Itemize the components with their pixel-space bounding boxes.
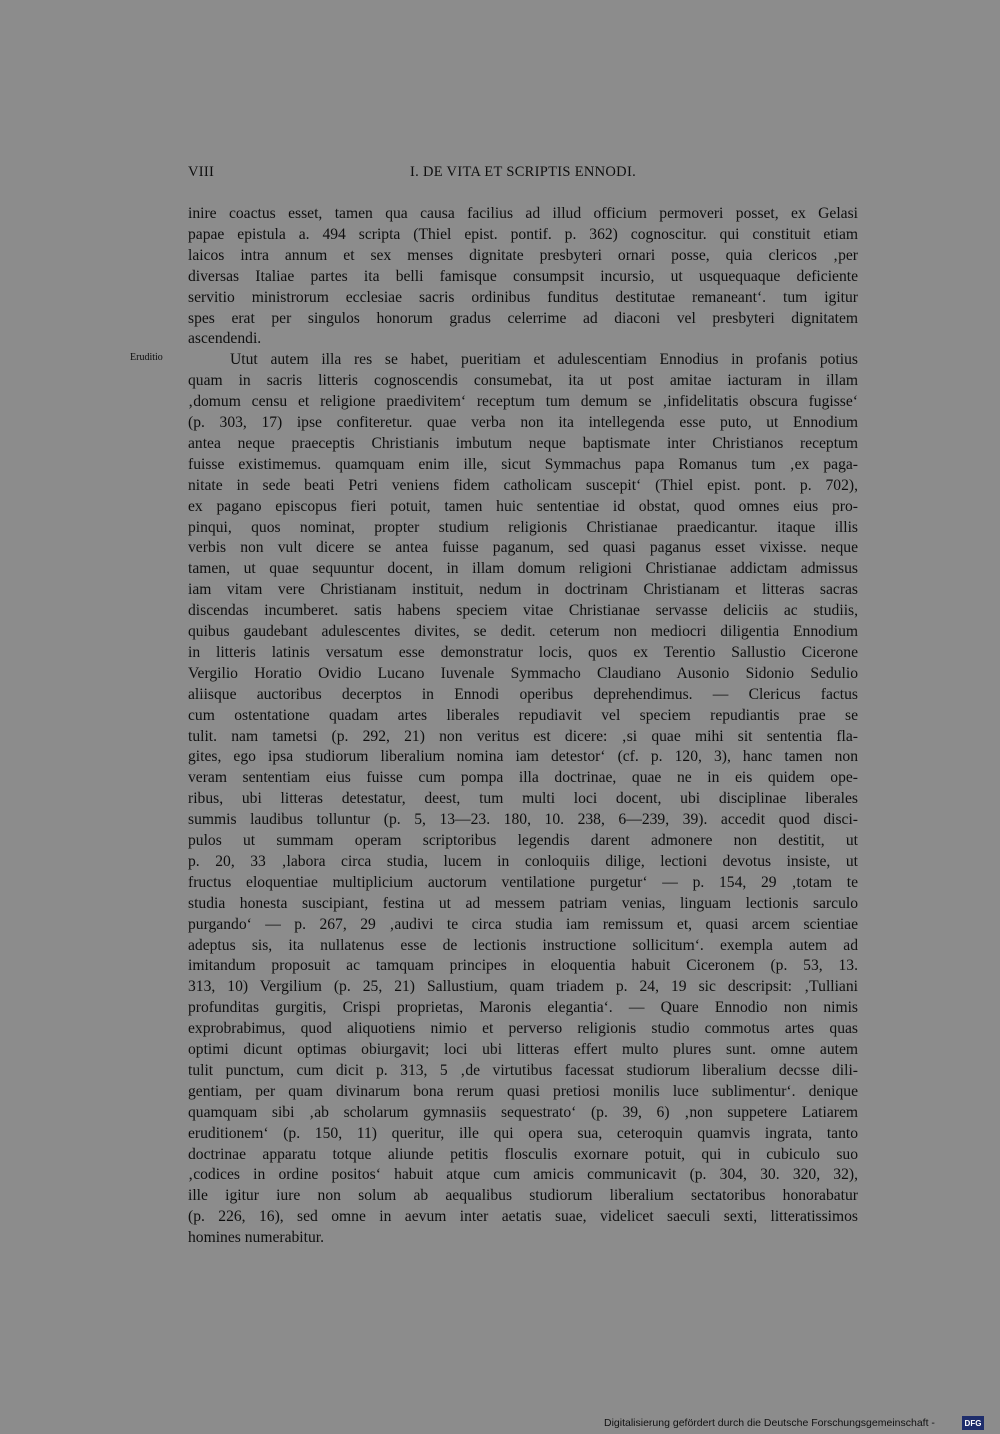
text-line: antea neque praeceptis Christianis imbutum neque baptismate inter Christianos receptum: [188, 434, 858, 452]
text-line: laicos intra annum et sex menses dignitate presbyteri ornari posse, quia clericos ‚per: [188, 246, 858, 264]
page-header: [188, 164, 858, 188]
text-line: inire coactus esset, tamen qua causa facilius ad illud officium permoveri posset, ex Gelasi: [188, 205, 858, 222]
text-line: verbis non vult dicere se antea fuisse paganum, sed quasi paganus esset vixisse. neque: [188, 539, 858, 557]
text-line: tulit punctum, cum dicit p. 313, 5 ‚de virtutibus facessat studiorum liberalium decsse dili-: [188, 1061, 858, 1079]
text-line: aliisque auctoribus decerptos in Ennodi operibus deprehendimus. — Clericus factus: [188, 685, 858, 703]
text-line: quam in sacris litteris cognoscendis consumebat, ita ut post amitae iacturam in illam: [188, 372, 858, 390]
text-line: fuisse existimemus. quamquam enim ille, sicut Symmachus papa Romanus tum ‚ex paga-: [188, 455, 858, 473]
text-line: Utut autem illa res se habet, pueritiam et adulescentiam Ennodius in profanis potius: [230, 351, 858, 369]
text-line: studia honesta suscipiant, festina ut ad messem patriam venias, linguam lectionis sarculo: [188, 894, 858, 912]
text-line: Vergilio Horatio Ovidio Lucano Iuvenale Symmacho Claudiano Ausonio Sidonio Sedulio: [188, 664, 858, 682]
text-line: profunditas gurgitis, Crispi proprietas, Maronis elegantia‘. — Quare Ennodio non nimis: [188, 999, 858, 1017]
footer-credit: Digitalisierung gefördert durch die Deutsche Forschungsgemeinschaft -: [604, 1417, 935, 1429]
text-line: nitate in sede beati Petri veniens fidem catholicam suscepit‘ (Thiel epist. pont. p. 702),: [188, 476, 858, 494]
running-title: I. DE VITA ET SCRIPTIS ENNODI.: [409, 164, 636, 180]
text-line: servitio ministrorum ecclesiae sacris ordinibus funditus destitutae remaneant‘. tum igitur: [188, 288, 858, 306]
text-line: papae epistula a. 494 scripta (Thiel epist. pontif. p. 362) cognoscitur. qui constituit etiam: [188, 225, 858, 243]
text-line: tulit. nam tametsi (p. 292, 21) non veritus est dicere: ‚si quae mihi sit sententia fla-: [188, 727, 858, 745]
text-line: gentiam, per quam divinarum bona rerum quasi pretiosi monilis luce sublimentur‘. denique: [188, 1082, 858, 1100]
text-line: ex pagano episcopus fieri potuit, tamen huic sententiae id obstat, quod omnes eius pro-: [188, 497, 858, 515]
text-line: ribus, ubi litteras detestatur, deest, tum multi loci docent, ubi disciplinae liberales: [188, 790, 858, 808]
text-line: quibus gaudebant adulescentes divites, se dedit. ceterum non mediocri diligentia Ennodium: [188, 623, 858, 640]
text-line: 313, 10) Vergilium (p. 25, 21) Sallustium, quam triadem p. 24, 19 sic descripsit: ‚Tulliani: [188, 978, 858, 996]
text-line: (p. 303, 17) ipse confiteretur. quae verba non ita intellegenda esse puto, ut Ennodium: [188, 414, 858, 431]
text-line: spes erat per singulos honorum gradus celerrime ad diaconi vel presbyteri dignitatem: [188, 309, 858, 327]
text-line: pinqui, quos nominat, propter studium religionis Christianae praedicantur. itaque illis: [188, 518, 858, 536]
dfg-logo: DFG: [962, 1416, 984, 1430]
text-line: discendas incumberet. satis habens speciem vitae Christianae servasse deliciis ac studiis,: [188, 602, 858, 620]
text-line: veram sententiam eius fuisse cum pompa illa doctrinae, quae ne in eis quidem ope-: [188, 769, 858, 787]
text-line: pulos ut summam operam scriptoribus legendis darent admonere non destitit, ut: [188, 832, 858, 849]
text-line: adeptus sis, ita nullatenus esse de lectionis instructione sollicitum‘. exempla autem ad: [188, 936, 858, 954]
text-line: doctrinae apparatu totque aliunde petitis flosculis exornare potuit, qui in cubiculo suo: [188, 1145, 858, 1163]
text-line: tamen, ut quae sequuntur docent, in illam domum religioni Christianae addictam admissus: [188, 560, 858, 578]
text-line: purgando‘ — p. 267, 29 ‚audivi te circa studia iam remissum et, quasi arcem scientiae: [188, 915, 858, 933]
text-line: ascendendi.: [188, 330, 262, 348]
text-line: quamquam sibi ‚ab scholarum gymnasiis sequestrato‘ (p. 39, 6) ‚non suppetere Latiarem: [188, 1103, 858, 1121]
text-line: optimi dicunt optimas obiurgavit; loci ubi litteras effert multo plures sunt. omne autem: [188, 1041, 858, 1058]
text-line: ille igitur iure non solum ab aequalibus studiorum liberalium sectatoribus honorabatur: [188, 1187, 858, 1205]
text-line: ‚domum censu et religione praedivitem‘ receptum tum demum se ‚infidelitatis obscura fugisse‘: [188, 393, 858, 411]
text-line: ‚codices in ordine positos‘ habuit atque cum amicis communicavit (p. 304, 30. 320, 32),: [188, 1166, 858, 1184]
text-line: fructus eloquentiae multiplicium auctorum ventilatione purgetur‘ — p. 154, 29 ‚totam te: [188, 873, 858, 891]
text-line: homines numerabitur.: [188, 1229, 324, 1247]
text-line: gites, ego ipsa studiorum liberalium nomina iam detestor‘ (cf. p. 120, 3), hanc tamen non: [188, 748, 858, 766]
text-line: imitandum proposuit ac tamquam principes in eloquentia habuit Ciceronem (p. 53, 13.: [188, 957, 858, 975]
text-line: exprobrabimus, quod aliquotiens nimio et perverso religionis studio commotus artes quas: [188, 1020, 858, 1038]
text-line: p. 20, 33 ‚labora circa studia, lucem in conloquiis dilige, lectioni devotus insiste, ut: [188, 852, 858, 870]
text-line: iam vitam vere Christianam instituit, nedum in doctrinam Christianam et litteras sacras: [188, 581, 858, 599]
text-line: in litteris latinis versatum esse demonstratur locis, quos ex Terentio Sallustio Cicerone: [188, 643, 858, 661]
text-line: (p. 226, 16), sed omne in aevum inter aetatis suae, videlicet saeculi sexti, litteratissimos: [188, 1208, 858, 1226]
text-line: eruditionem‘ (p. 150, 11) queritur, ille qui opera sua, ceteroquin quamvis ingrata, tanto: [188, 1124, 858, 1142]
text-line: diversas Italiae partes ita belli famisque consumpsit incursio, ut usquequaque deficiente: [188, 267, 858, 285]
page-number: VIII: [188, 164, 215, 180]
text-line: cum ostentatione quadam artes liberales repudiavit vel speciem repudiantis prae se: [188, 706, 858, 724]
margin-note: Eruditio: [130, 352, 163, 363]
text-line: summis laudibus tolluntur (p. 5, 13—23. 180, 10. 238, 6—239, 39). accedit quod disci-: [188, 811, 858, 829]
